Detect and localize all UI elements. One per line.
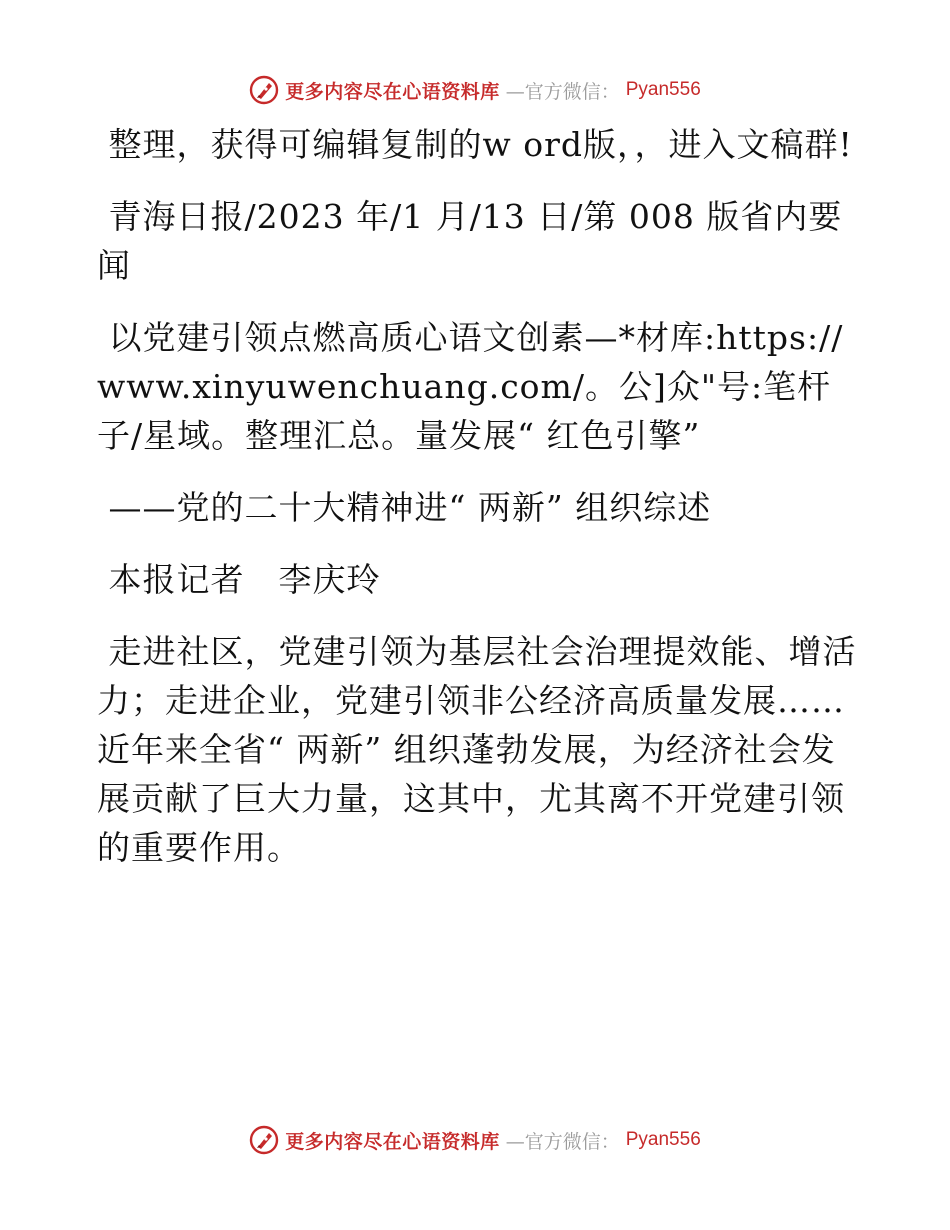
document-body [97, 120, 857, 872]
banner-wechat-handle: Pyan556 [625, 1129, 701, 1150]
banner-brand-text: 更多内容尽在心语资料库 [285, 1130, 500, 1153]
header-banner [0, 70, 950, 110]
banner-separator-text: —官方微信： [505, 1130, 620, 1153]
banner-brand-text: 更多内容尽在心语资料库 [285, 80, 500, 103]
fountain-pen-logo-icon [249, 1125, 279, 1155]
article-subtitle: ——党的二十大精神进“ 两新” 组织综述 [97, 488, 712, 527]
fountain-pen-logo-icon [249, 75, 279, 105]
source-line: 青海日报/2023 年/1 月/13 日/第 008 版省内要闻 [97, 197, 843, 285]
body-paragraph: 走进社区，党建引领为基层社会治理提效能、增活力；走进企业，党建引领非公经济高质量发展……近年来全省“ 两新” 组织蓬勃发展，为经济社会发展贡献了巨大力量，这其中，尤其离不开党建引领的重要作用。 [97, 632, 857, 867]
footer-banner [0, 1120, 950, 1160]
article-title: 以党建引领点燃高质心语文创素—*材库:https://www.xinyuwenchuang.com/。公]众"号:笔杆子/星域。整理汇总。量发展“ 红色引擎” [97, 318, 844, 455]
banner-wechat-handle: Pyan556 [625, 79, 701, 100]
banner-separator-text: —官方微信： [505, 80, 620, 103]
byline: 本报记者 李庆玲 [97, 560, 381, 599]
intro-paragraph: 整理，获得可编辑复制的w ord版，，进入文稿群! [97, 125, 853, 164]
